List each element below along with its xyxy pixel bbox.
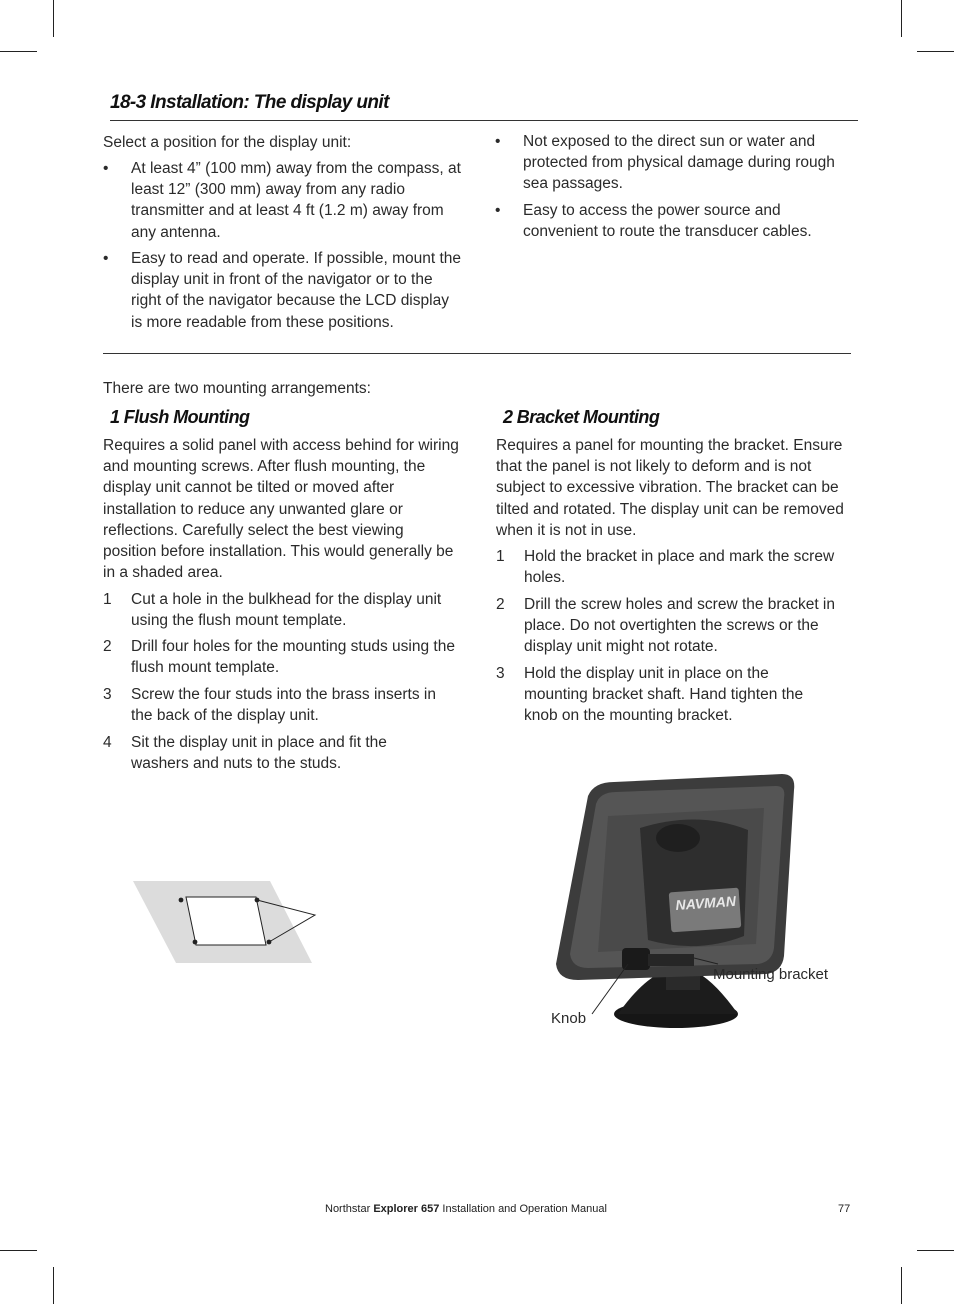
bullet-item [103, 158, 463, 244]
step-text: Hold the bracket in place and mark the screw holes. [524, 548, 835, 587]
section-title: 18-3 Installation: The display unit [110, 92, 389, 113]
bullet-text: Not exposed to the direct sun or water and protected from physical damage during rough sea passages. [523, 133, 835, 193]
step-number: 1 [103, 591, 112, 608]
panel-cutout [186, 897, 266, 945]
step-text: Sit the display unit in place and fit the washers and nuts to the studs. [131, 734, 387, 773]
crop-mark [53, 1267, 54, 1304]
bullet-text: Easy to access the power source and convenient to route the transducer cables. [523, 202, 812, 241]
step-text: Cut a hole in the bulkhead for the display unit using the flush mount template. [131, 591, 442, 630]
step-text: Drill the screw holes and screw the bracket in place. Do not overtighten the screws or the display unit might not rotate. [524, 596, 835, 656]
knob-label: Knob [551, 1010, 587, 1027]
crop-mark [901, 1267, 902, 1304]
bullet-mark: • [495, 202, 501, 219]
bullet-item [103, 248, 463, 334]
bracket-mounting-title: 2 Bracket Mounting [503, 407, 660, 427]
step-number: 3 [103, 686, 112, 703]
step-text: Hold the display unit in place on the mounting bracket shaft. Hand tighten the knob on the mounting bracket. [524, 665, 804, 725]
flush-mounting-body: Requires a solid panel with access behind for wiring and mounting screws. After flush mounting, the display unit cannot be tilted or moved after installation to reduce any unwanted glare or reflections. Carefully select the best viewing position before installation. This would generally be in a shaded area. [103, 437, 459, 582]
cable-socket [656, 824, 700, 852]
title-rule [110, 120, 858, 121]
bracket-mount-illustration [548, 768, 808, 1038]
flush-mount-diagram [130, 875, 330, 970]
step-number: 1 [496, 548, 505, 565]
stud-hole [193, 940, 198, 945]
bullet-text: At least 4” (100 mm) away from the compass, at least 12” (300 mm) away from any radio transmitter and at least 4 ft (1.2 m) away from any antenna. [131, 160, 461, 241]
crop-mark [901, 0, 902, 37]
bracket-arm [648, 954, 694, 966]
step-number: 2 [496, 596, 505, 613]
bullet-text: Easy to read and operate. If possible, mount the display unit in front of the navigator or to the right of the navigator because the LCD display is more readable from these positions. [131, 250, 462, 331]
crop-mark [917, 51, 954, 52]
bullet-mark: • [103, 160, 109, 177]
footer-brand: Northstar [325, 1203, 371, 1215]
bullet-mark: • [103, 250, 109, 267]
step-text: Screw the four studs into the brass inserts in the back of the display unit. [131, 686, 436, 725]
page-number: 77 [838, 1203, 851, 1215]
bullet-item [495, 131, 840, 197]
bracket-mounting-body: Requires a panel for mounting the bracket. Ensure that the panel is not likely to deform and is not subject to excessive vibration. The bracket can be tilted and rotated. The display unit can be removed when it is not in use. [496, 437, 844, 539]
footer-suffix: Installation and Operation Manual [442, 1203, 607, 1215]
bullet-mark: • [495, 133, 501, 150]
step-number: 4 [103, 734, 112, 751]
mounting-bracket-label: Mounting bracket [713, 966, 829, 983]
step-number: 2 [103, 638, 112, 655]
bullet-item [495, 200, 840, 244]
crop-mark [53, 0, 54, 37]
section-divider [103, 353, 851, 354]
crop-mark [0, 1250, 37, 1251]
mounting-intro: There are two mounting arrangements: [103, 380, 371, 397]
footer-title [325, 1203, 607, 1215]
flush-mounting-title: 1 Flush Mounting [110, 407, 250, 427]
brand-label: NAVMAN [675, 892, 737, 914]
crop-mark [0, 51, 37, 52]
footer-product: Explorer 657 [373, 1203, 440, 1215]
step-text: Drill four holes for the mounting studs using the flush mount template. [131, 638, 455, 677]
step-number: 3 [496, 665, 505, 682]
crop-mark [917, 1250, 954, 1251]
stud-hole [179, 898, 184, 903]
section-intro: Select a position for the display unit: [103, 134, 352, 151]
